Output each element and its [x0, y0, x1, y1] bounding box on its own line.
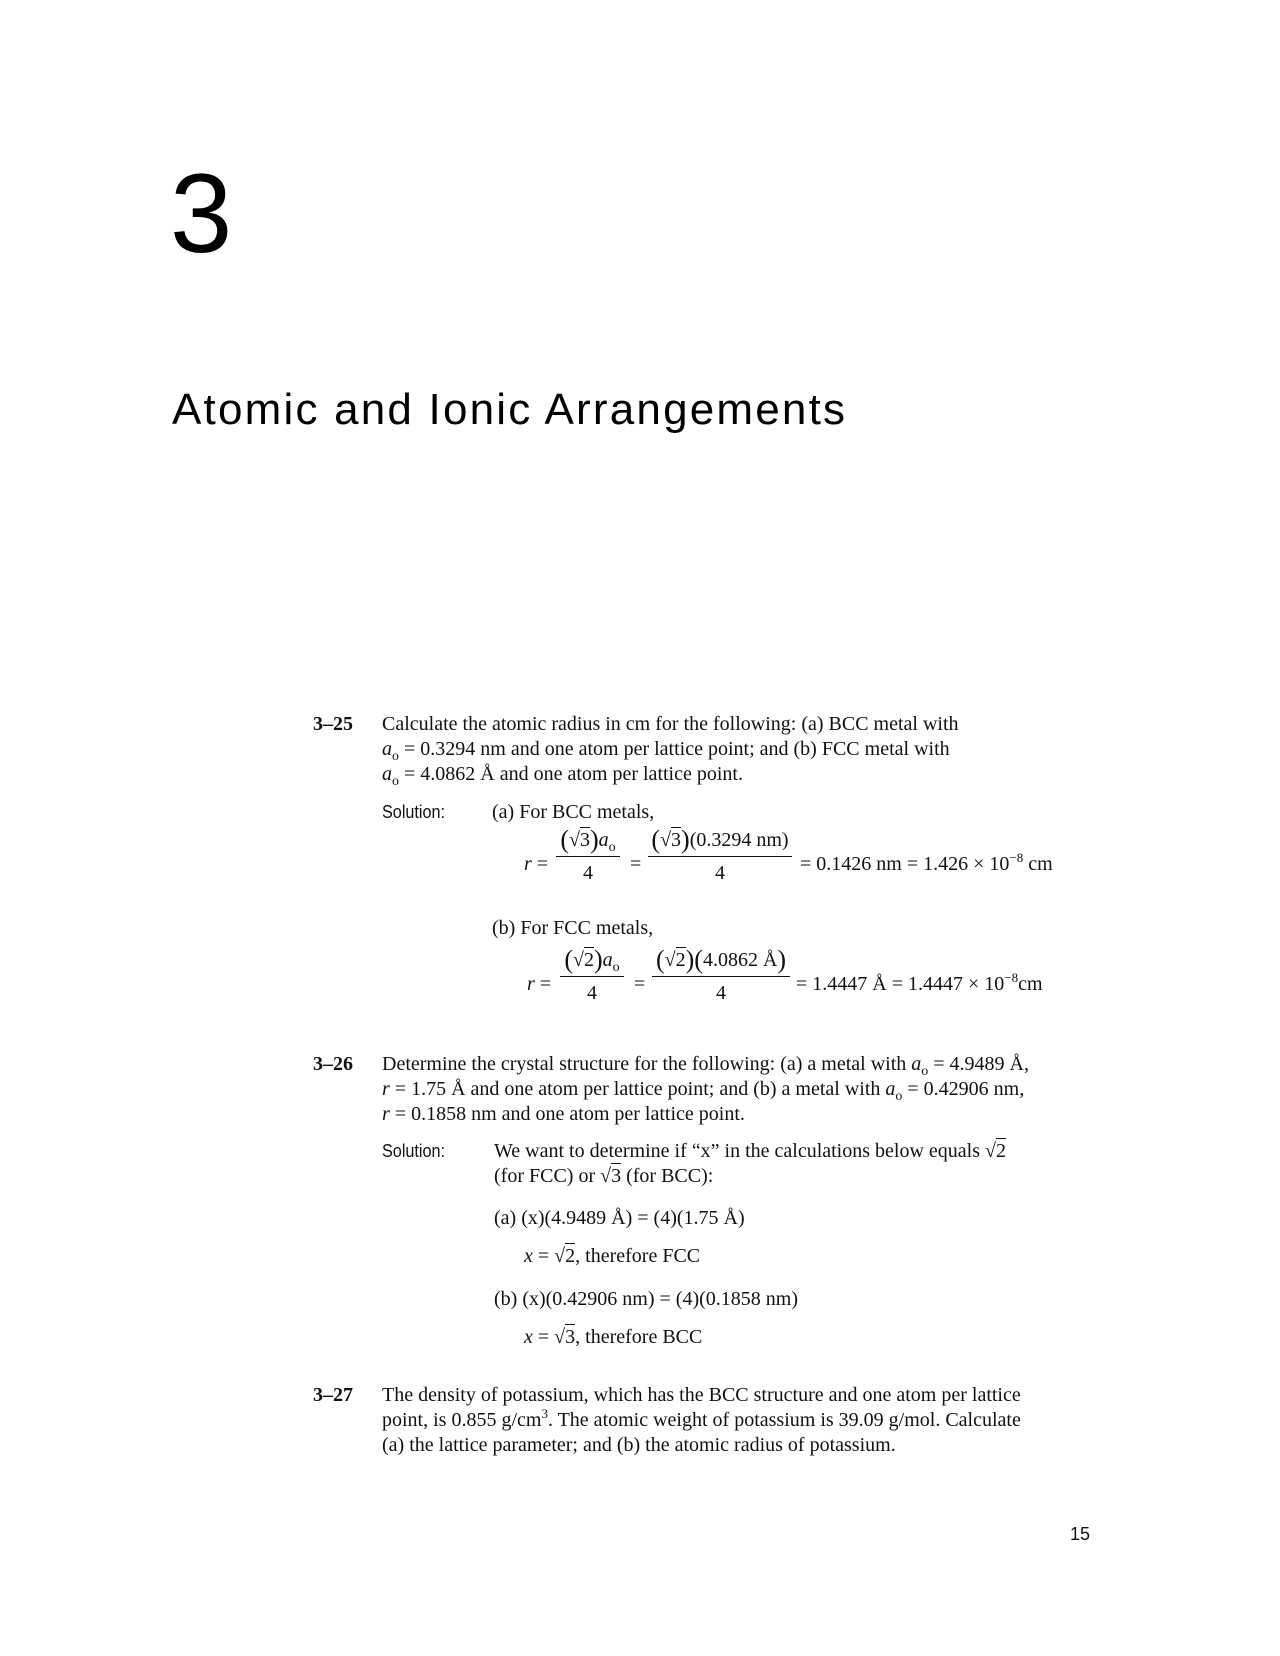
equation-3-26-a: (a) (x)(4.9489 Å) = (4)(1.75 Å): [494, 1207, 745, 1229]
problem-3-27-line-3: (a) the lattice parameter; and (b) the atomic radius of potassium.: [382, 1434, 896, 1456]
problem-number-3-27: 3–27: [313, 1384, 353, 1406]
page-number: 15: [1069, 1524, 1090, 1544]
equation-b-lhs: r =: [527, 973, 552, 995]
equals-sign: =: [630, 853, 642, 875]
result-3-26-b: x = √3, therefore BCC: [524, 1326, 703, 1348]
problem-3-25-line-1: Calculate the atomic radius in cm for the following: (a) BCC metal with: [382, 713, 959, 735]
problem-number-3-25: 3–25: [313, 713, 353, 735]
equals-sign: =: [634, 973, 646, 995]
fraction-a-1: $(√3)a_o$ 4: [556, 827, 620, 885]
solution-label-3-26: Solution:: [382, 1141, 446, 1161]
problem-3-27-line-2: point, is 0.855 $g/cm^3$. The atomic weight of potassium is 39.09 g/mol. Calculate: [382, 1406, 1021, 1431]
fraction-b-1: $(√2)a_o$ 4: [560, 947, 624, 1005]
problem-3-26-line-2: r = 1.75 Å and one atom per lattice point; and (b) a metal with $a_o = 0.42906$ nm,: [382, 1078, 1025, 1104]
chapter-number: 3: [170, 151, 233, 276]
part-b-heading: (b) For FCC metals,: [492, 917, 654, 939]
part-a-heading: (a) For BCC metals,: [492, 801, 655, 823]
solution-3-26-line-2: (for FCC) or √3 (for BCC):: [494, 1165, 714, 1187]
fraction-a-2: (√3)(0.3294 nm) 4: [648, 827, 792, 885]
solution-label-3-25: Solution:: [382, 802, 446, 822]
chapter-title: Atomic and Ionic Arrangements: [172, 385, 848, 434]
problem-3-25-line-2: $a_o = 0.3294$ nm and one atom per lattice point; and (b) FCC metal with: [382, 738, 950, 764]
result-3-26-a: x = √2, therefore FCC: [524, 1245, 701, 1267]
equation-3-26-b: (b) (x)(0.42906 nm) = (4)(0.1858 nm): [494, 1288, 798, 1310]
equation-a-result: = 0.1426 nm = $1.426 \times 10^{-8}$ cm: [800, 850, 1053, 875]
equation-b-result: = 1.4447 Å = $1.4447 \times 10^{-8}cm$: [796, 970, 1043, 995]
problem-number-3-26: 3–26: [313, 1053, 353, 1075]
fraction-b-2: (√2)(4.0862 Å) 4: [652, 947, 790, 1005]
problem-3-27-line-1: The density of potassium, which has the BCC structure and one atom per lattice: [382, 1384, 1021, 1406]
problem-3-26-line-1: Determine the crystal structure for the following: (a) a metal with $a_o = 4.9489$ Å,: [382, 1053, 1029, 1079]
problem-3-25-line-3: $a_o = 4.0862$ Å and one atom per lattice point.: [382, 763, 743, 789]
solution-3-26-line-1: We want to determine if “x” in the calculations below equals √2: [494, 1140, 1006, 1162]
problem-3-26-line-3: r = 0.1858 nm and one atom per lattice point.: [382, 1103, 745, 1125]
equation-a-lhs: r =: [524, 853, 549, 875]
